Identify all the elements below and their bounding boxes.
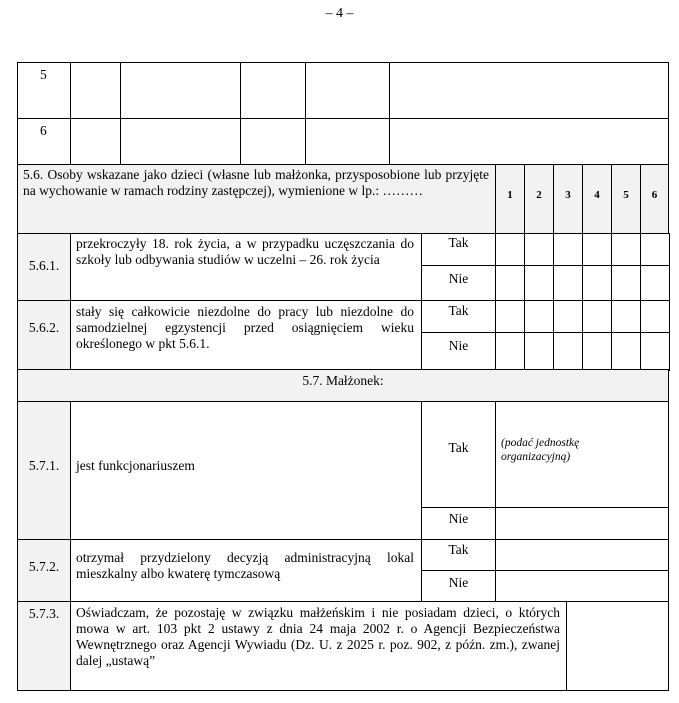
row-5-cell-b[interactable]: [120, 62, 241, 119]
item-5-6-1-no-label: Nie: [448, 271, 469, 286]
item-5-7-1-text-cell: [70, 401, 422, 540]
column-header-4-cell: [582, 164, 612, 234]
item-5-6-2-text-cell: [70, 300, 422, 370]
item-5-7-3-answer-field[interactable]: [566, 601, 669, 691]
section-5-7-heading: 5.7. Małżonek:: [302, 373, 384, 388]
column-header-1-cell: [495, 164, 525, 234]
page-number: – 4 –: [325, 6, 354, 21]
item-5-7-2-text: otrzymał przydzielony decyzją administracyjną lokal mieszkalny albo kwaterę tymczasową: [76, 550, 414, 581]
item-5-6-1-number-cell: [17, 233, 71, 301]
answer-cell-5-6-2-yes-child-2[interactable]: [524, 300, 554, 333]
section-5-6-heading-cell: [17, 164, 496, 234]
answer-cell-5-6-1-yes-child-5[interactable]: [611, 233, 641, 266]
column-header-3: 3: [565, 189, 571, 201]
column-header-2-cell: [524, 164, 554, 234]
item-5-6-1-text: przekroczyły 18. rok życia, a w przypadku uczęszczania do szkoły lub odbywania studiów w uczelni – 26. rok życia: [76, 236, 414, 267]
item-5-7-1-text: jest funkcjonariuszem: [76, 458, 195, 473]
item-5-7-2-yes-label: Tak: [448, 542, 469, 557]
item-5-6-1-text-cell: [70, 233, 422, 301]
item-5-7-3-text-cell: [70, 601, 567, 691]
column-header-6: 6: [651, 189, 658, 201]
column-header-3-cell: [553, 164, 583, 234]
item-5-7-1-unit-hint: (podać jednostkę organizacyjną): [501, 437, 580, 463]
column-header-1: 1: [507, 189, 513, 201]
item-5-7-3-number-cell: [17, 601, 71, 691]
row-5-cell-d[interactable]: [305, 62, 390, 119]
answer-cell-5-6-1-no-child-5[interactable]: [611, 265, 641, 301]
item-5-7-1-no-label: Nie: [448, 511, 469, 526]
column-header-4: 4: [594, 189, 600, 201]
item-5-7-2-yes-cell: [421, 539, 496, 571]
answer-cell-5-6-2-no-child-2[interactable]: [524, 332, 554, 371]
item-5-7-1-yes-label: Tak: [448, 440, 469, 455]
item-5-7-2-no-field[interactable]: [495, 570, 669, 602]
item-5-6-2-no-label: Nie: [448, 338, 469, 353]
item-5-7-3-number: 5.7.3.: [28, 606, 60, 621]
row-5-cell-e[interactable]: [389, 62, 669, 119]
row-6-cell-c[interactable]: [240, 118, 306, 165]
row-5-lp-cell: [17, 62, 71, 119]
section-5-6-heading: 5.6. Osoby wskazane jako dzieci (własne lub małżonka, przysposobione lub przyjęte na wychowanie w ramach rodziny zastępczej), wymienione w lp.: ………: [23, 167, 489, 198]
answer-cell-5-6-1-no-child-6[interactable]: [640, 265, 670, 301]
column-header-5: 5: [623, 189, 629, 201]
item-5-7-1-no-cell: [421, 507, 496, 540]
answer-cell-5-6-1-yes-child-3[interactable]: [553, 233, 583, 266]
item-5-6-1-yes-cell: [421, 233, 496, 266]
item-5-6-2-number: 5.6.2.: [28, 320, 60, 335]
row-6-cell-b[interactable]: [120, 118, 241, 165]
answer-cell-5-6-2-yes-child-4[interactable]: [582, 300, 612, 333]
item-5-6-2-no-cell: [421, 332, 496, 370]
item-5-7-1-unit-field[interactable]: [495, 401, 669, 508]
column-header-6-cell: [640, 164, 669, 234]
answer-cell-5-6-2-yes-child-1[interactable]: [495, 300, 525, 333]
answer-cell-5-6-1-no-child-4[interactable]: [582, 265, 612, 301]
answer-cell-5-6-2-yes-child-3[interactable]: [553, 300, 583, 333]
item-5-7-1-yes-cell: [421, 401, 496, 508]
column-header-2: 2: [536, 189, 542, 201]
row-6-lp-cell: [17, 118, 71, 165]
row-6-cell-a[interactable]: [70, 118, 121, 165]
answer-cell-5-6-2-no-child-1[interactable]: [495, 332, 525, 371]
row-6-cell-d[interactable]: [305, 118, 390, 165]
row-5-cell-a[interactable]: [70, 62, 121, 119]
answer-cell-5-6-1-yes-child-4[interactable]: [582, 233, 612, 266]
item-5-6-2-yes-cell: [421, 300, 496, 333]
item-5-7-3-text: Oświadczam, że pozostaję w związku małżeńskim i nie posiadam dzieci, o których mowa w art. 103 pkt 2 ustawy z dnia 24 maja 2002 r. o Agencji Bezpieczeństwa Wewnętrznego oraz Agencji Wywiadu (Dz. U. z 2025 r. poz. 902, z późn. zm.), zwanej dalej „ustawą”: [76, 605, 560, 668]
answer-cell-5-6-2-yes-child-5[interactable]: [611, 300, 641, 333]
row-5-lp: 5: [40, 67, 47, 82]
item-5-7-2-yes-field[interactable]: [495, 539, 669, 571]
answer-cell-5-6-2-yes-child-6[interactable]: [640, 300, 670, 333]
item-5-7-2-text-cell: [70, 539, 422, 602]
answer-cell-5-6-1-yes-child-2[interactable]: [524, 233, 554, 266]
item-5-6-1-number: 5.6.1.: [28, 258, 60, 273]
column-header-5-cell: [611, 164, 641, 234]
item-5-6-2-text: stały się całkowicie niezdolne do pracy lub niezdolne do samodzielnej egzystencji przed osiągnięciem wieku określonego w pkt 5.6.1.: [76, 304, 414, 351]
answer-cell-5-6-1-no-child-3[interactable]: [553, 265, 583, 301]
answer-cell-5-6-1-no-child-2[interactable]: [524, 265, 554, 301]
item-5-6-1-no-cell: [421, 265, 496, 301]
item-5-7-2-number-cell: [17, 539, 71, 602]
answer-cell-5-6-2-no-child-3[interactable]: [553, 332, 583, 371]
item-5-6-1-yes-label: Tak: [448, 235, 469, 250]
item-5-7-1-number: 5.7.1.: [28, 458, 60, 473]
answer-cell-5-6-2-no-child-5[interactable]: [611, 332, 641, 371]
item-5-7-2-no-label: Nie: [448, 575, 469, 590]
item-5-6-2-number-cell: [17, 300, 71, 370]
item-5-7-2-number: 5.7.2.: [28, 559, 60, 574]
row-5-cell-c[interactable]: [240, 62, 306, 119]
answer-cell-5-6-2-no-child-6[interactable]: [640, 332, 670, 371]
item-5-7-1-number-cell: [17, 401, 71, 540]
answer-cell-5-6-1-no-child-1[interactable]: [495, 265, 525, 301]
row-6-lp: 6: [40, 123, 47, 138]
answer-cell-5-6-2-no-child-4[interactable]: [582, 332, 612, 371]
answer-cell-5-6-1-yes-child-1[interactable]: [495, 233, 525, 266]
row-6-cell-e[interactable]: [389, 118, 669, 165]
item-5-6-2-yes-label: Tak: [448, 303, 469, 318]
item-5-7-2-no-cell: [421, 570, 496, 602]
answer-cell-5-6-1-yes-child-6[interactable]: [640, 233, 670, 266]
section-5-7-heading-cell: [17, 369, 669, 402]
item-5-7-1-no-field[interactable]: [495, 507, 669, 540]
